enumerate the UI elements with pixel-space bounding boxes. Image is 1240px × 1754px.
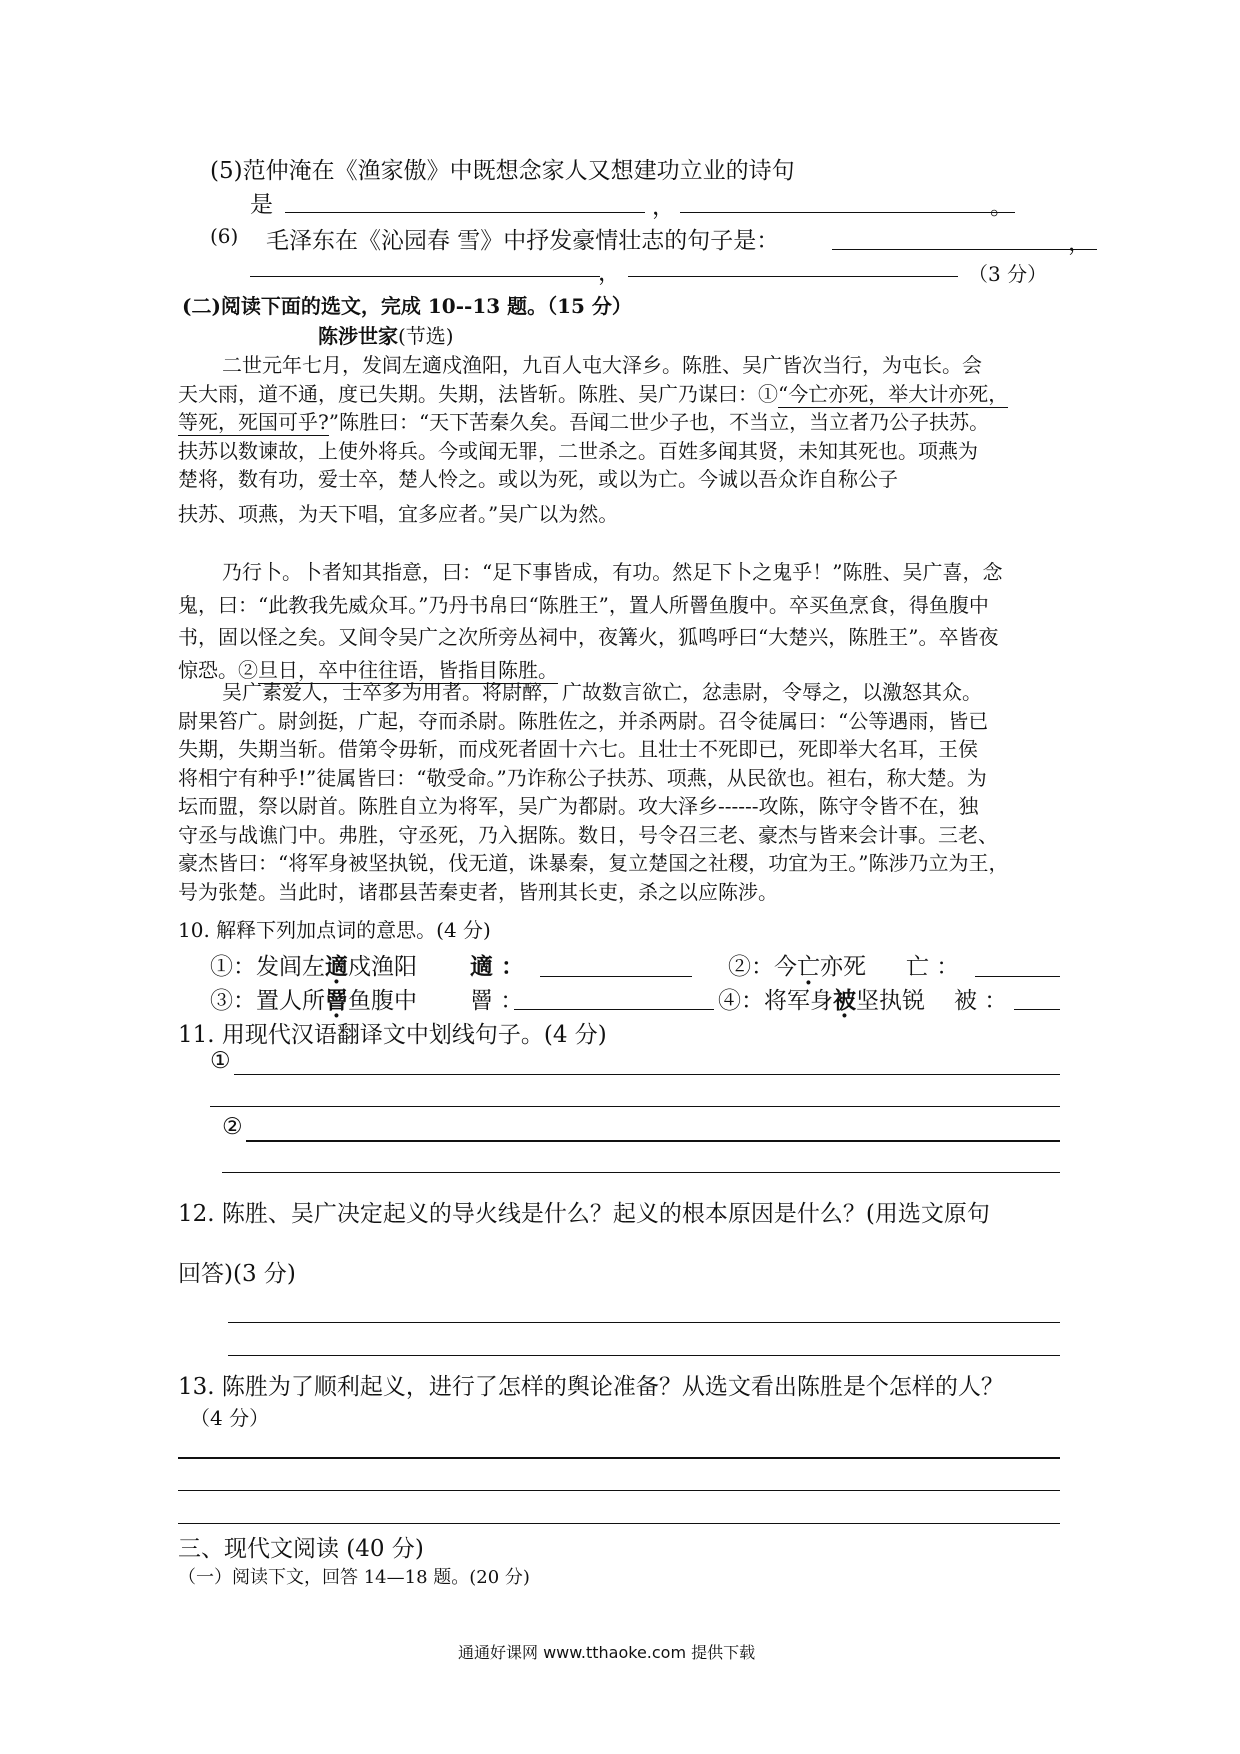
p2-line-4a: 惊恐。② [178,657,258,682]
p1-line-1: 二世元年七月，发闾左適戍渔阳，九百人屯大泽乡。陈胜、吴广皆次当行，为屯长。会 [222,353,982,377]
underlined-sentence-1b: 等死，死国可乎? [178,410,329,434]
q5-blank-2[interactable] [680,212,1015,213]
passage-paragraph-1 [178,351,1068,528]
q10-label-2: 亡 ： [906,954,960,980]
q11-answer-line-3[interactable] [246,1140,1060,1142]
p3-line-1: 吴广素爱人，士卒多为用者。将尉醉，广故数言欲亡，忿恚尉，令辱之，以激怒其众。 [222,680,982,704]
p1-line-3 [178,408,1068,437]
p1-line-6: 扶苏、项燕，为天下唱，宜多应者。”吴广以为然。 [178,501,619,526]
q12-stem-2: 回答)(3 分) [178,1261,296,1287]
p3-line-3: 失期，失期当斩。借第令毋斩，而戍死者固十六七。且壮士不死即已，死即举大名耳，王侯 [178,737,978,761]
q5-is: 是 [250,192,273,218]
q11-marker-1: ① [210,1048,231,1074]
q6-score: （3 分） [968,262,1048,286]
q13-answer-line-1[interactable] [178,1457,1060,1459]
q10-item-2: ②：今亡亦死 [728,954,866,980]
q10-stem: 10. 解释下列加点词的意思。(4 分) [178,918,491,942]
q10-item-4: ④：将军身被坚执锐 [718,987,925,1014]
q11-answer-line-1[interactable] [234,1074,1060,1075]
q6-blank-2[interactable] [250,276,600,277]
p1-line-2 [178,380,1068,409]
q13-answer-line-3[interactable] [178,1523,1060,1524]
passage-title-text: 陈涉世家 [318,324,398,348]
q6-blank-1[interactable] [832,249,1097,250]
page-footer: 通通好课网 www.tthaoke.com 提供下载 [458,1643,756,1662]
p3-line-2: 尉果笞广。尉剑挺，广起，夺而杀尉。陈胜佐之，并杀两尉。召令徒属曰：“公等遇雨，皆已 [178,708,989,733]
q13-stem-2: （4 分） [190,1406,270,1430]
q5-text: (5)范仲淹在《渔家傲》中既想念家人又想建功立业的诗句 [210,158,795,184]
p2-line-1: 乃行卜。卜者知其指意，曰：“足下事皆成，有功。然足下卜之鬼乎！”陈胜、吴广喜，念 [222,560,1003,584]
q10-item-1: ①：发闾左適戍渔阳 [210,953,417,980]
q6-comma-2: ， [598,260,621,286]
dotted-word-3: 罾 [325,987,348,1014]
p2-line-2: 鬼，曰：“此教我先威众耳。”乃丹书帛曰“陈胜王”，置人所罾鱼腹中。卒买鱼烹食，得鱼腹中 [178,592,989,617]
q10-blank-3[interactable] [514,1009,714,1010]
q10-item-3: ③：置人所罾鱼腹中 [210,987,417,1014]
passage-paragraph-3 [178,678,1068,906]
p1-line-5: 楚将，数有功，爱士卒，楚人怜之。或以为死，或以为亡。今诚以吾众诈自称公子 [178,467,898,491]
dotted-word-1: 適 [325,953,348,980]
p2-line-3: 书，固以怪之矣。又间令吴广之次所旁丛祠中，夜篝火，狐鸣呼曰“大楚兴，陈胜王”。卒皆夜 [178,625,999,649]
dotted-word-2: 亡 [797,954,820,980]
p3-line-7: 豪杰皆曰：“将军身被坚执锐，伐无道，诛暴秦，复立楚国之社稷，功宜为王。”陈涉乃立为王， [178,851,1009,875]
q10-label-3: 罾 ： [470,988,524,1014]
q11-marker-2: ② [222,1114,243,1140]
q10-blank-2[interactable] [975,976,1060,977]
p1-line-2a: 天大雨，道不通，度已失期。失期，法皆斩。陈胜、吴广乃谋曰：① [178,381,778,406]
q12-answer-line-1[interactable] [228,1322,1060,1323]
section3-subheading: （一）阅读下文，回答 14—18 题。(20 分) [178,1567,530,1588]
p1-line-3b: ”陈胜曰：“天下苦秦久矣。吾闻二世少子也，不当立，当立者乃公子扶苏。 [328,410,990,434]
q6-blank-3[interactable] [628,276,958,277]
q5-blank-1[interactable] [285,212,645,213]
q10-blank-1[interactable] [540,976,692,977]
q5-comma: ， [652,194,675,220]
q13-answer-line-2[interactable] [178,1490,1060,1491]
q6-comma-1: ， [1068,230,1091,256]
p3-line-8: 号为张楚。当此时，诸郡县苦秦吏者，皆刑其长吏，杀之以应陈涉。 [178,879,778,904]
q10-blank-4[interactable] [1014,1009,1060,1010]
q10-label-4: 被 ： [954,988,1008,1014]
p3-line-5: 坛而盟，祭以尉首。陈胜自立为将军，吴广为都尉。攻大泽乡------攻陈，陈守令皆不在，独 [178,794,979,818]
q13-stem-1: 13. 陈胜为了顺利起义，进行了怎样的舆论准备？从选文看出陈胜是个怎样的人？ [178,1374,1004,1400]
p3-line-4: 将相宁有种乎!”徒属皆曰：“敬受命。”乃诈称公子扶苏、项燕，从民欲也。袒右，称大楚。为 [178,765,987,790]
q5-period: 。 [990,194,1013,220]
section2-heading: (二)阅读下面的选文，完成 10--13 题。（15 分） [182,294,632,318]
q11-stem: 11. 用现代汉语翻译文中划线句子。(4 分) [178,1022,607,1048]
q10-label-1: 適 ： [470,953,525,980]
underlined-sentence-2: 旦日，卒中往往语，皆指目陈胜。 [258,657,558,682]
q12-stem-1: 12. 陈胜、吴广决定起义的导火线是什么？起义的根本原因是什么？(用选文原句 [178,1201,990,1227]
p3-line-6: 守丞与战谯门中。弗胜，守丞死，乃入据陈。数日，号令召三老、豪杰与皆来会计事。三老、 [178,822,998,847]
underlined-sentence-1a: “今亡亦死，举大计亦死， [778,381,1009,406]
passage-title-suffix: (节选) [398,324,454,348]
passage-paragraph-2 [178,558,1068,684]
q11-answer-line-2[interactable] [210,1106,1060,1107]
q11-answer-line-4[interactable] [222,1172,1060,1173]
passage-title [318,320,454,349]
p1-line-4: 扶苏以数谏故，上使外将兵。今或闻无罪，二世杀之。百姓多闻其贤，未知其死也。项燕为 [178,438,978,463]
dotted-word-4: 被 [833,987,856,1014]
q6-text: 毛泽东在《沁园春 雪》中抒发豪情壮志的句子是： [266,228,780,254]
q6-number: (6) [210,224,239,248]
q12-answer-line-2[interactable] [228,1355,1060,1356]
section3-heading: 三、现代文阅读 (40 分) [178,1536,424,1562]
